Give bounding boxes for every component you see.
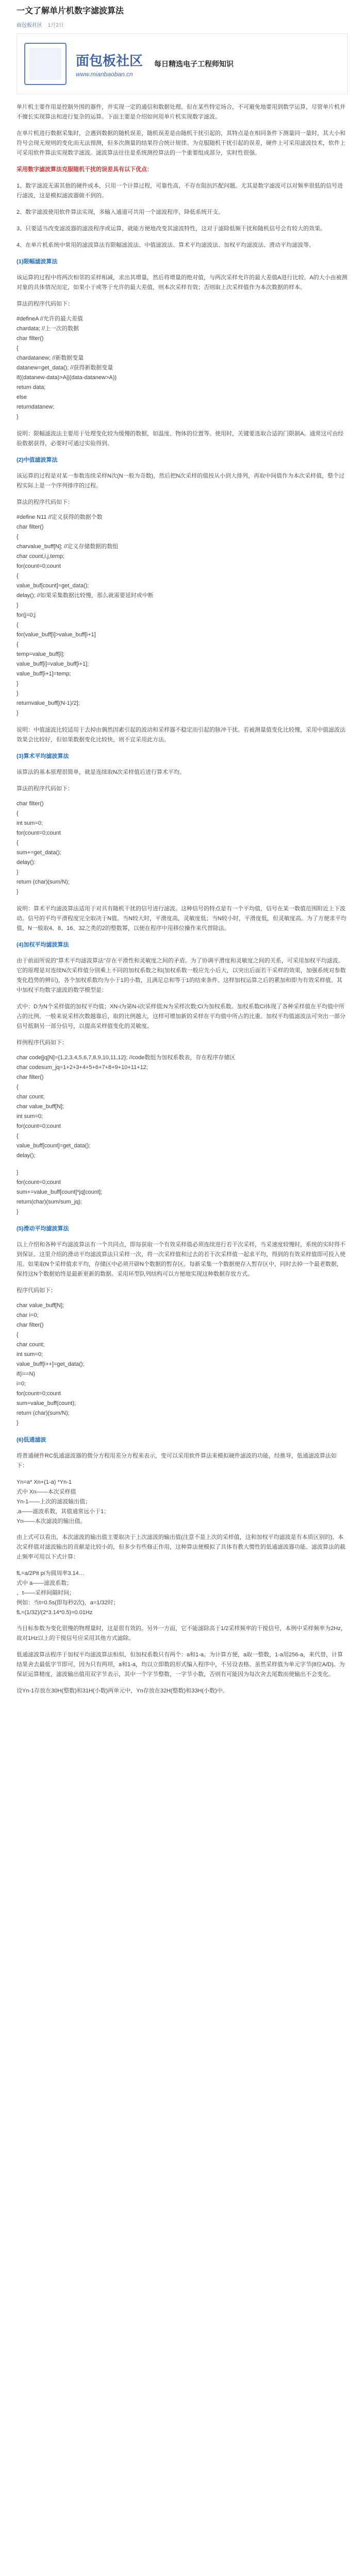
code-intro: 算法的程序代码如下： — [16, 499, 73, 505]
code-line: #definеA //允许的最大差值 — [16, 316, 83, 322]
code-line: 例如：当t=0.5s(即每秒2次)，a=1/32时； — [16, 1600, 119, 1606]
code-intro: 算法的程序代码如下： — [16, 786, 73, 792]
code-line: Yn=a* Xn+(1-a) *Yn-1 — [16, 1479, 72, 1485]
code-line: fL=(1/32)/(2*3.14*0.5)=0.01Hz — [16, 1609, 93, 1616]
code-line: } — [16, 414, 19, 420]
code-line: for(count=0;count — [16, 1179, 61, 1185]
section-desc: 由于前面所说的"算术平均滤波算法"存在平滑性和灵敏度之间的矛盾。为了协调平滑度和灵敏度之间的关系，可采用加权平均滤波。它的原理是对连续N次采样值分别乘上不同的加权系数之和(加权系数一般应先小后大，以突出后面若干采样的效果，加强系统对参数变化趋势的辨识)，各个加权系数均为小于1的小数，且满足总和等于1的结束条件。这样加权运算之后的累加和即为有效采样值。其中加权平均数字滤波的数学模型是： — [16, 958, 346, 993]
section-desc: 该运算的过程是对某一参数连续采样N次(N一般为奇数)，然后把N次采样的值按从小到大排列，再取中间值作为本次采样值，整个过程实际上是一个序列排序的过程。 — [16, 473, 345, 489]
code-line: if((datanew-data)>A||(data-datanew>A)) — [16, 375, 117, 381]
section-heading: (5)滑动平均滤波算法 — [16, 1226, 69, 1232]
code-intro: 样例程序代码如下： — [16, 1040, 68, 1046]
code-line: sum=value_buff(count); — [16, 1400, 76, 1406]
code-line: for(count=0;count — [16, 830, 61, 836]
section-desc: 式中：D为N个采样值的加权平均值；XN-i为第N-i次采样值;N为采样次数;Ci为加权系数。加权系数Ci体现了各种采样值在平均值中所占的比例。一般来说采样次数越靠后，取的比例越大，这样可增加新的采样在平均值中所占的比重。加权平均值滤波法可突出一部分信号抵制另一部分信号，以提高采样值变化的灵敏度。 — [16, 1004, 345, 1029]
brand-slogan: 每日精选电子工程师知识 — [154, 60, 234, 68]
code-line: delay(); — [16, 1153, 36, 1159]
article-title: 一文了解单片机数字滤波算法 — [16, 7, 124, 15]
code-line: { — [16, 345, 19, 351]
intro-paragraph: 单片机主要作用是控制外围的器件，并实现一定的通信和数据处理。但在某些特定场合，不可避免地要用到数学运算，尽管单片机并不擅长实现算法和进行复杂的运算。下面主要是介绍如何用单片机实现数字滤波。 — [16, 104, 345, 120]
advantage-item: 2、数字滤波使用软件算法实现，多输入通道可共用一个滤波程序，降低系统开支。 — [16, 209, 224, 215]
code-line: char code[jq[N]={1,2,3,4,5,6,7,8,9,10,11,12}; //code数组为加权系数表，存在程序存储区 — [16, 1055, 236, 1061]
advantages-heading: 采用数字滤波算法克服随机干扰的误差具有以下优点： — [16, 166, 153, 173]
code-line: delay(): — [16, 859, 36, 866]
code-line: 式中 a——滤波系数； — [16, 1580, 73, 1586]
code-line: { — [16, 1084, 19, 1090]
code-line: { — [16, 840, 19, 846]
advantage-item: 4、在单片机系统中常用的滤波算法有限幅滤波法、中值滤波法、算术平均滤波法、加权平均滤波法、滑动平均滤波等。 — [16, 242, 315, 248]
code-line: value_buff[i]=value_buff[i+1]; — [16, 661, 89, 667]
code-line: } — [16, 710, 19, 716]
code-line: sum+=value_buff[count]*jq[count]; — [16, 1189, 103, 1195]
code-line: chardata; //上一次的数据 — [16, 326, 79, 332]
section-desc: 该算法的基本原理很简单，就是连续取N次采样值后进行算术平均。 — [16, 769, 185, 775]
code-line: sum+=get_data(); — [16, 850, 61, 856]
code-line: delay(); //如果采集数据比较慢，那么就需要延时或中断 — [16, 592, 154, 599]
code-line: } — [16, 889, 19, 895]
code-line: Yn——本次滤波的输出值。 — [16, 1518, 86, 1524]
code-line: value_buff[i++]=get_data(); — [16, 1361, 85, 1367]
brand-text — [76, 50, 143, 78]
code-block — [16, 799, 348, 897]
code-line: } — [16, 1420, 19, 1426]
section-desc: 将普通硬件RC低通滤波器的微分方程用差分方程来表示，变可以采用软件算法来模拟硬件滤波的功能，经推导，低通滤波算法如下： — [16, 1453, 337, 1469]
code-intro: 算法的程序代码如下： — [16, 301, 73, 307]
code-line: fL=a/2Pit pi为圆周率3.14… — [16, 1570, 85, 1577]
code-line: { — [16, 810, 19, 817]
section-desc: 低通滤波算法程序于加权平均滤波算法相似，但加权系数只有两个：a和1-a。为计算方便，a取一整数，1-a用256-a，来代替，计算结果舍去最低字节即可，因为只有两项，a和1-a，均以立即数的形式编入程序中，不另设表格。虽然采样值为单元字节(8位A/D)。为保证运算精度，滤波输出值用双字节表示，其中一个字节整数，一字节小数，否则有可能因为每次舍去尾数而使输出不会变化。 — [16, 1652, 345, 1677]
intro-paragraph: 在单片机进行数据采集时，会遇到数据的随机误差，随机误差是由随机干扰引起的，其特点是在相同条件下测量同一量时，其大小和符号会现无规则的变化而无法预测，但多次测量的结果符合统计规律。为克服随机干扰引起的误差，硬件上可采用滤波技术，软件上可采用软件算法实现数字滤波。滤波算法往往是系统测控算法的一个重要组成部分，实时性很强。 — [16, 130, 345, 156]
code-line: for(j=0;j — [16, 612, 36, 618]
section-desc: 当目标参数为变化很慢的物理量时，这是很有效的。另外一方面，它不能滤除高于1/2采样频率的干搅信号，本例中采样频率为2Hz，故对1Hz以上的干搅信号应采用其他方式滤除。 — [16, 1625, 346, 1641]
advantage-item: 1、数字滤波无需其他的硬件成本，只用一个计算过程，可靠性高，不存在阻抗匹配问题。尤其是数字滤波可以对频率很低的信号进行滤波，这是模拟滤波器做不到的。 — [16, 183, 343, 199]
code-line: char value_buff[N]; — [16, 1302, 64, 1309]
brand-banner — [16, 33, 348, 94]
brand-name: 面包板社区 — [76, 53, 143, 69]
section-heading: (6)低通滤波 — [16, 1437, 46, 1443]
section-heading: (1)限幅滤波算法 — [16, 259, 58, 265]
code-line: if(i==N) — [16, 1371, 36, 1377]
section-note: 说明：算术平均滤波算法适用于对具有随机干扰的信号进行滤波。这种信号的特点是有一个平均值，信号在某一数值范围附近上下波动。信号的平均平滑程度完全取决于N值。当N较大时，平滑度高，灵敏度低；当N较小时，平滑度低，但灵敏度高。为了方便求平均值，N一般取4、8、16、32之类的2的整数幂，以便在程序中用移位操作来代替除法。 — [16, 906, 346, 931]
code-block — [16, 1301, 348, 1428]
code-line: int sum=0; — [16, 1351, 43, 1358]
code-line: chardatanew; //新数据变量 — [16, 355, 84, 361]
code-line: value_buff[count]=get_data(); — [16, 1143, 91, 1149]
article-meta — [16, 21, 348, 28]
code-line: char filter() — [16, 1322, 44, 1328]
code-line: value_buff[i+1]=temp; — [16, 671, 71, 677]
code-line: } — [16, 681, 19, 687]
code-line: for(count=0;count — [16, 563, 61, 569]
brand-logo-icon — [24, 43, 67, 85]
code-line: char count,i,j,temp; — [16, 553, 64, 560]
code-line: { — [16, 573, 19, 579]
code-line: } — [16, 690, 19, 697]
code-line: { — [16, 641, 19, 648]
code-line: datanew=get_data(); //获得新数据变量 — [16, 365, 113, 371]
code-line: returndatanew; — [16, 404, 55, 410]
code-line: { — [16, 534, 19, 540]
section-desc: 该运算的过程中将两次相邻的采样相减，求出其增量，然后将增量的绝对值，与两次采样允许的最大差值A进行比较。A的大小由被测对象的具体情况而定，如果小于或等于允许的最大差值，则本次采样有效；否则取上次采样值作为本次数据的样本。 — [16, 275, 348, 291]
code-line: char count; — [16, 1094, 45, 1100]
code-line: } — [16, 869, 19, 875]
code-block — [16, 1168, 348, 1217]
code-line: { — [16, 622, 19, 628]
section-desc: 以上介绍和各种平均滤波算法有一个共同点，即每获取一个有效采样值必须连续进行若干次采样，当采速度较慢时，系统的实时得不到保证。这里介绍的滑动平均滤波算法只采样一次，将一次采样值和过去的若干次采样值一起求平均，得到的有效采样值即可投入使用。如果取N个采样值求平均，存储区中必须开辟N个数据的暂存区。每新采集一个数据便存入暂存区中，同时去掉一个最老数据，保持这N个数据始终是最新更新的数据。采用环型队列结构可以方便地实现这种数据存放方式。 — [16, 1242, 345, 1277]
code-line: char i=0; — [16, 1312, 39, 1318]
code-line: ,a——滤波系数，其值通常远小于1； — [16, 1509, 110, 1515]
code-line: { — [16, 1332, 19, 1338]
code-line: for(value_buff[i]>value_buff[i+1] — [16, 632, 96, 638]
code-line: char filter() — [16, 524, 44, 530]
code-line: return (char)(sum/N); — [16, 1410, 70, 1416]
code-line: return(char)(sum/sum_jq); — [16, 1199, 82, 1205]
code-line: returnvalue_buff[(N-1)/2]; — [16, 700, 80, 706]
code-line: charvalue_buff[N]; //定义存储数据的数组 — [16, 544, 119, 550]
formula-block — [16, 1478, 348, 1527]
code-line: #define N11 //定义获得的数据个数 — [16, 514, 103, 520]
section-desc: 由上式可以看出，本次滤波的输出值主要取决于上次滤波的输出值(注意不是上次的采样值，这和加权平均滤波是有本质区别的)，本次采样值对滤波输出的贡献是比较小的，但多少有些修正作用，这种算法便模拟了具体有教大惯性的低通滤波器功能。滤波算法的截止频率可用以下式计算： — [16, 1534, 345, 1560]
code-line: int sum=0; — [16, 820, 43, 826]
publish-date: 1月2日 — [47, 23, 64, 28]
code-line: } — [16, 1170, 19, 1176]
code-line: for(count=0;count — [16, 1123, 61, 1129]
brand-url: www.mianbaoban.cn — [76, 70, 133, 78]
code-intro: 程序代码如下： — [16, 1287, 56, 1294]
advantage-item: 3、只要适当改变滤波器的滤波程序或运算，就能方便地改变其滤波特性，这对于滤除低频干扰和随机信号会有较大的效果。 — [16, 226, 326, 232]
code-line: value_buf[count]=get_data(); — [16, 583, 89, 589]
code-line: for(count=0;count — [16, 1391, 61, 1397]
code-line: char filter() — [16, 1074, 44, 1080]
code-block — [16, 314, 348, 422]
code-line: char filter() — [16, 801, 44, 807]
section-note: 说明：限幅滤波法主要用于处理变化较为缓慢的数据，如温度、物体的位置等。使用时，关键要选取合适的门限制A。通常这可由经验数据获得，必要时可通过实验得到。 — [16, 431, 344, 447]
section-heading: (4)加权平均滤波算法 — [16, 942, 69, 948]
code-line: 、t——采样间隔时间； — [16, 1590, 75, 1596]
code-line: char codesum_jq=1+2+3+4+5+6+7+8+9+10+11+12; — [16, 1064, 148, 1071]
formula-block — [16, 1569, 348, 1618]
code-block — [16, 1053, 348, 1161]
code-line: else — [16, 394, 27, 400]
section-note: 说明：中值滤波比较适用于去掉由偶然因素引起的波动和采样器不稳定而引起的脉冲干扰。若被测量值变化比较慢，采用中值滤波法效果会比较好，但如果数据变化比较快，则不宜采用此方法。 — [16, 727, 345, 743]
code-line: int sum=0; — [16, 1113, 43, 1120]
code-line: return data; — [16, 384, 46, 391]
code-line: temp=value_buff[i]; — [16, 651, 65, 657]
author-link[interactable]: 面包板社区 — [16, 23, 42, 28]
code-line: Yn-1——上次的滤波输出值； — [16, 1499, 91, 1505]
code-line: return (char)(sum/N); — [16, 879, 70, 885]
code-block — [16, 513, 348, 718]
section-desc: 设Yn-1存放在30H(整数)和31H(小数)两单元中，Yn存放在32H(整数)和33H(小数)中。 — [16, 1688, 228, 1694]
section-heading: (3)算术平均滤波算法 — [16, 753, 69, 759]
code-line: 式中 Xn——本次采样值 — [16, 1489, 76, 1495]
code-line: i=0; — [16, 1381, 26, 1387]
code-line: { — [16, 1133, 19, 1139]
code-line: char value_buff[N]; — [16, 1104, 64, 1110]
code-line: } — [16, 1209, 19, 1215]
code-line: } — [16, 602, 19, 608]
section-heading: (2)中值滤波算法 — [16, 457, 58, 463]
code-line: char filter() — [16, 335, 44, 342]
code-line: char count; — [16, 1342, 45, 1348]
